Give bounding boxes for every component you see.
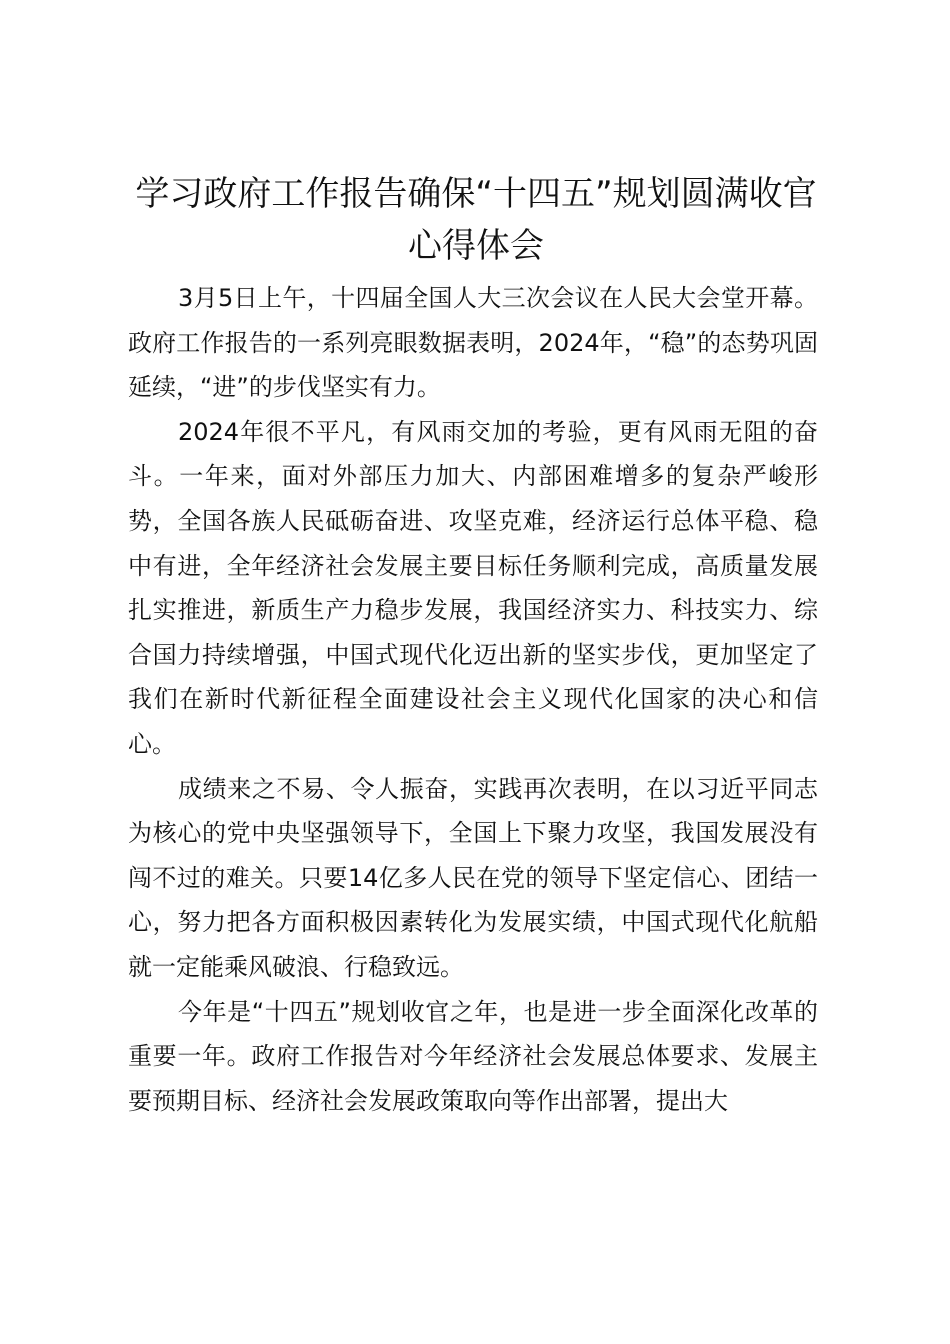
document-title: 学习政府工作报告确保“十四五”规划圆满收官心得体会 (135, 174, 817, 266)
paragraph-1: 3月5日上午，十四届全国人大三次会议在人民大会堂开幕。政府工作报告的一系列亮眼数据表明，2024年，“稳”的态势巩固延续，“进”的步伐坚实有力。 (128, 284, 818, 402)
paragraph-2: 2024年很不平凡，有风雨交加的考验，更有风雨无阻的奋斗。一年来，面对外部压力加大、内部困难增多的复杂严峻形势，全国各族人民砥砺奋进、攻坚克难，经济运行总体平稳、稳中有进，全年经济社会发展主要目标任务顺利完成，高质量发展扎实推进，新质生产力稳步发展，我国经济实力、科技实力、综合国力持续增强，中国式现代化迈出新的坚实步伐，更加坚定了我们在新时代新征程全面建设社会主义现代化国家的决心和信心。 (128, 417, 818, 758)
paragraph-4: 今年是“十四五”规划收官之年，也是进一步全面深化改革的重要一年。政府工作报告对今年经济社会发展总体要求、发展主要预期目标、经济社会发展政策取向等作出部署，提出大 (128, 997, 818, 1115)
paragraph-3: 成绩来之不易、令人振奋，实践再次表明，在以习近平同志为核心的党中央坚强领导下，全国上下聚力攻坚，我国发展没有闯不过的难关。只要14亿多人民在党的领导下坚定信心、团结一心，努力把各方面积极因素转化为发展实绩，中国式现代化航船就一定能乘风破浪、行稳致远。 (128, 774, 818, 981)
document-body (128, 276, 818, 1123)
